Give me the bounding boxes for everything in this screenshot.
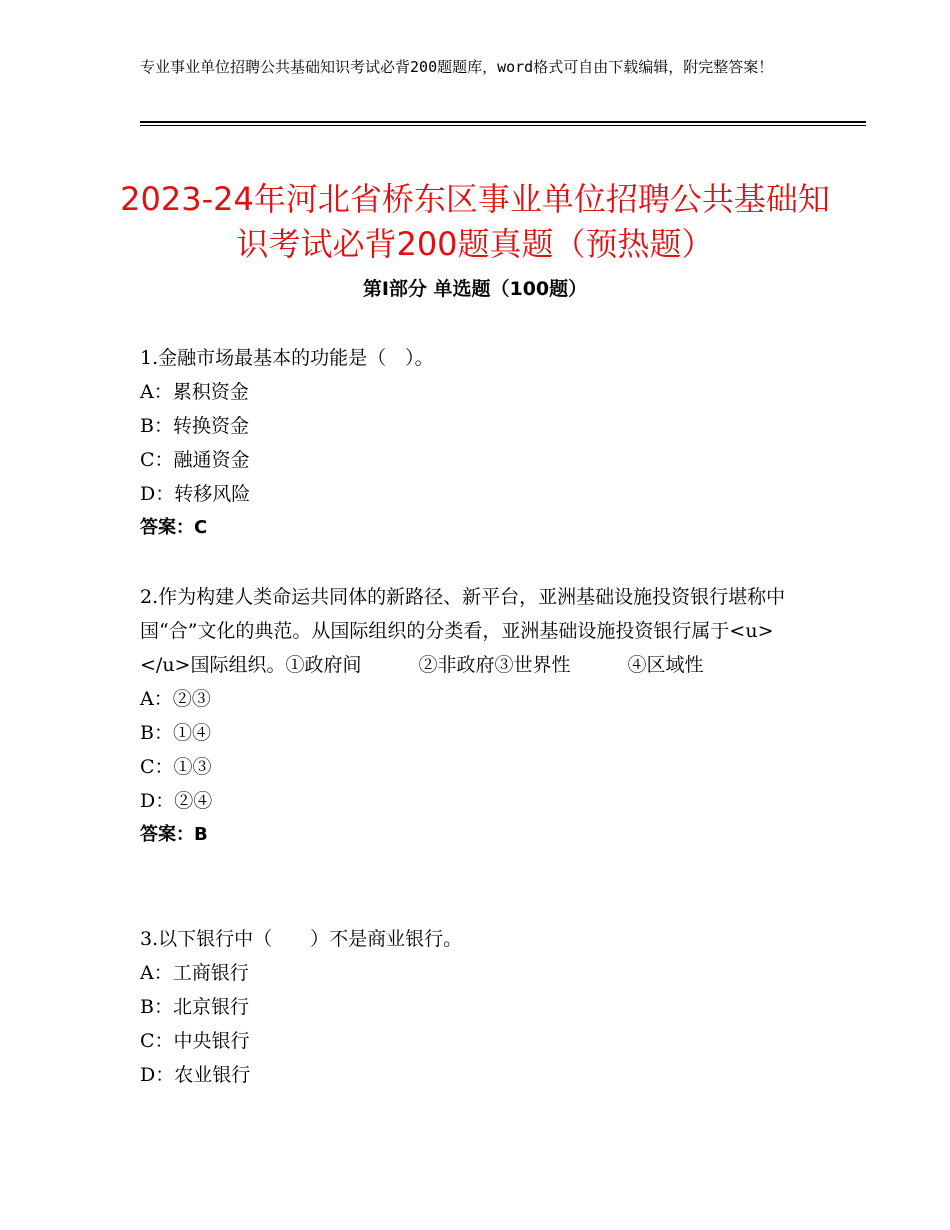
question-3 [140, 922, 800, 1092]
option-c: C：中央银行 [140, 1030, 250, 1052]
option-b: B：转换资金 [140, 415, 249, 437]
question-2 [140, 580, 869, 852]
option-b: B：北京银行 [140, 996, 249, 1018]
question-stem: 2.作为构建人类命运共同体的新路径、新平台，亚洲基础设施投资银行堪称中国“合”文化的典范。从国际组织的分类看，亚洲基础设施投资银行属于<u> </u>国际组织。①政府间 ②非政府③世界性 ④区域性 [140, 586, 869, 676]
option-b: B：①④ [140, 722, 211, 744]
option-d: D：转移风险 [140, 483, 251, 505]
document-title: 2023-24年河北省桥东区事业单位招聘公共基础知识考试必背200题真题（预热题） [120, 180, 830, 264]
answer-line: 答案：B [140, 824, 208, 845]
option-d: D：②④ [140, 790, 213, 812]
option-a: A：累积资金 [140, 381, 249, 403]
question-stem: 3.以下银行中（ ）不是商业银行。 [140, 928, 463, 950]
option-c: C：①③ [140, 756, 212, 778]
question-1 [140, 341, 800, 545]
option-d: D：农业银行 [140, 1064, 251, 1086]
answer-line: 答案：C [140, 517, 208, 538]
header-note: 专业事业单位招聘公共基础知识考试必背200题题库，word格式可自由下载编辑，附完整答案！ [140, 58, 774, 76]
question-stem: 1.金融市场最基本的功能是（ ）。 [140, 347, 434, 369]
header-divider-thin [140, 125, 866, 126]
option-a: A：②③ [140, 688, 211, 710]
section-heading: 第Ⅰ部分 单选题（100题） [362, 278, 588, 300]
option-a: A：工商银行 [140, 962, 249, 984]
option-c: C：融通资金 [140, 449, 250, 471]
header-divider-thick [140, 121, 866, 123]
